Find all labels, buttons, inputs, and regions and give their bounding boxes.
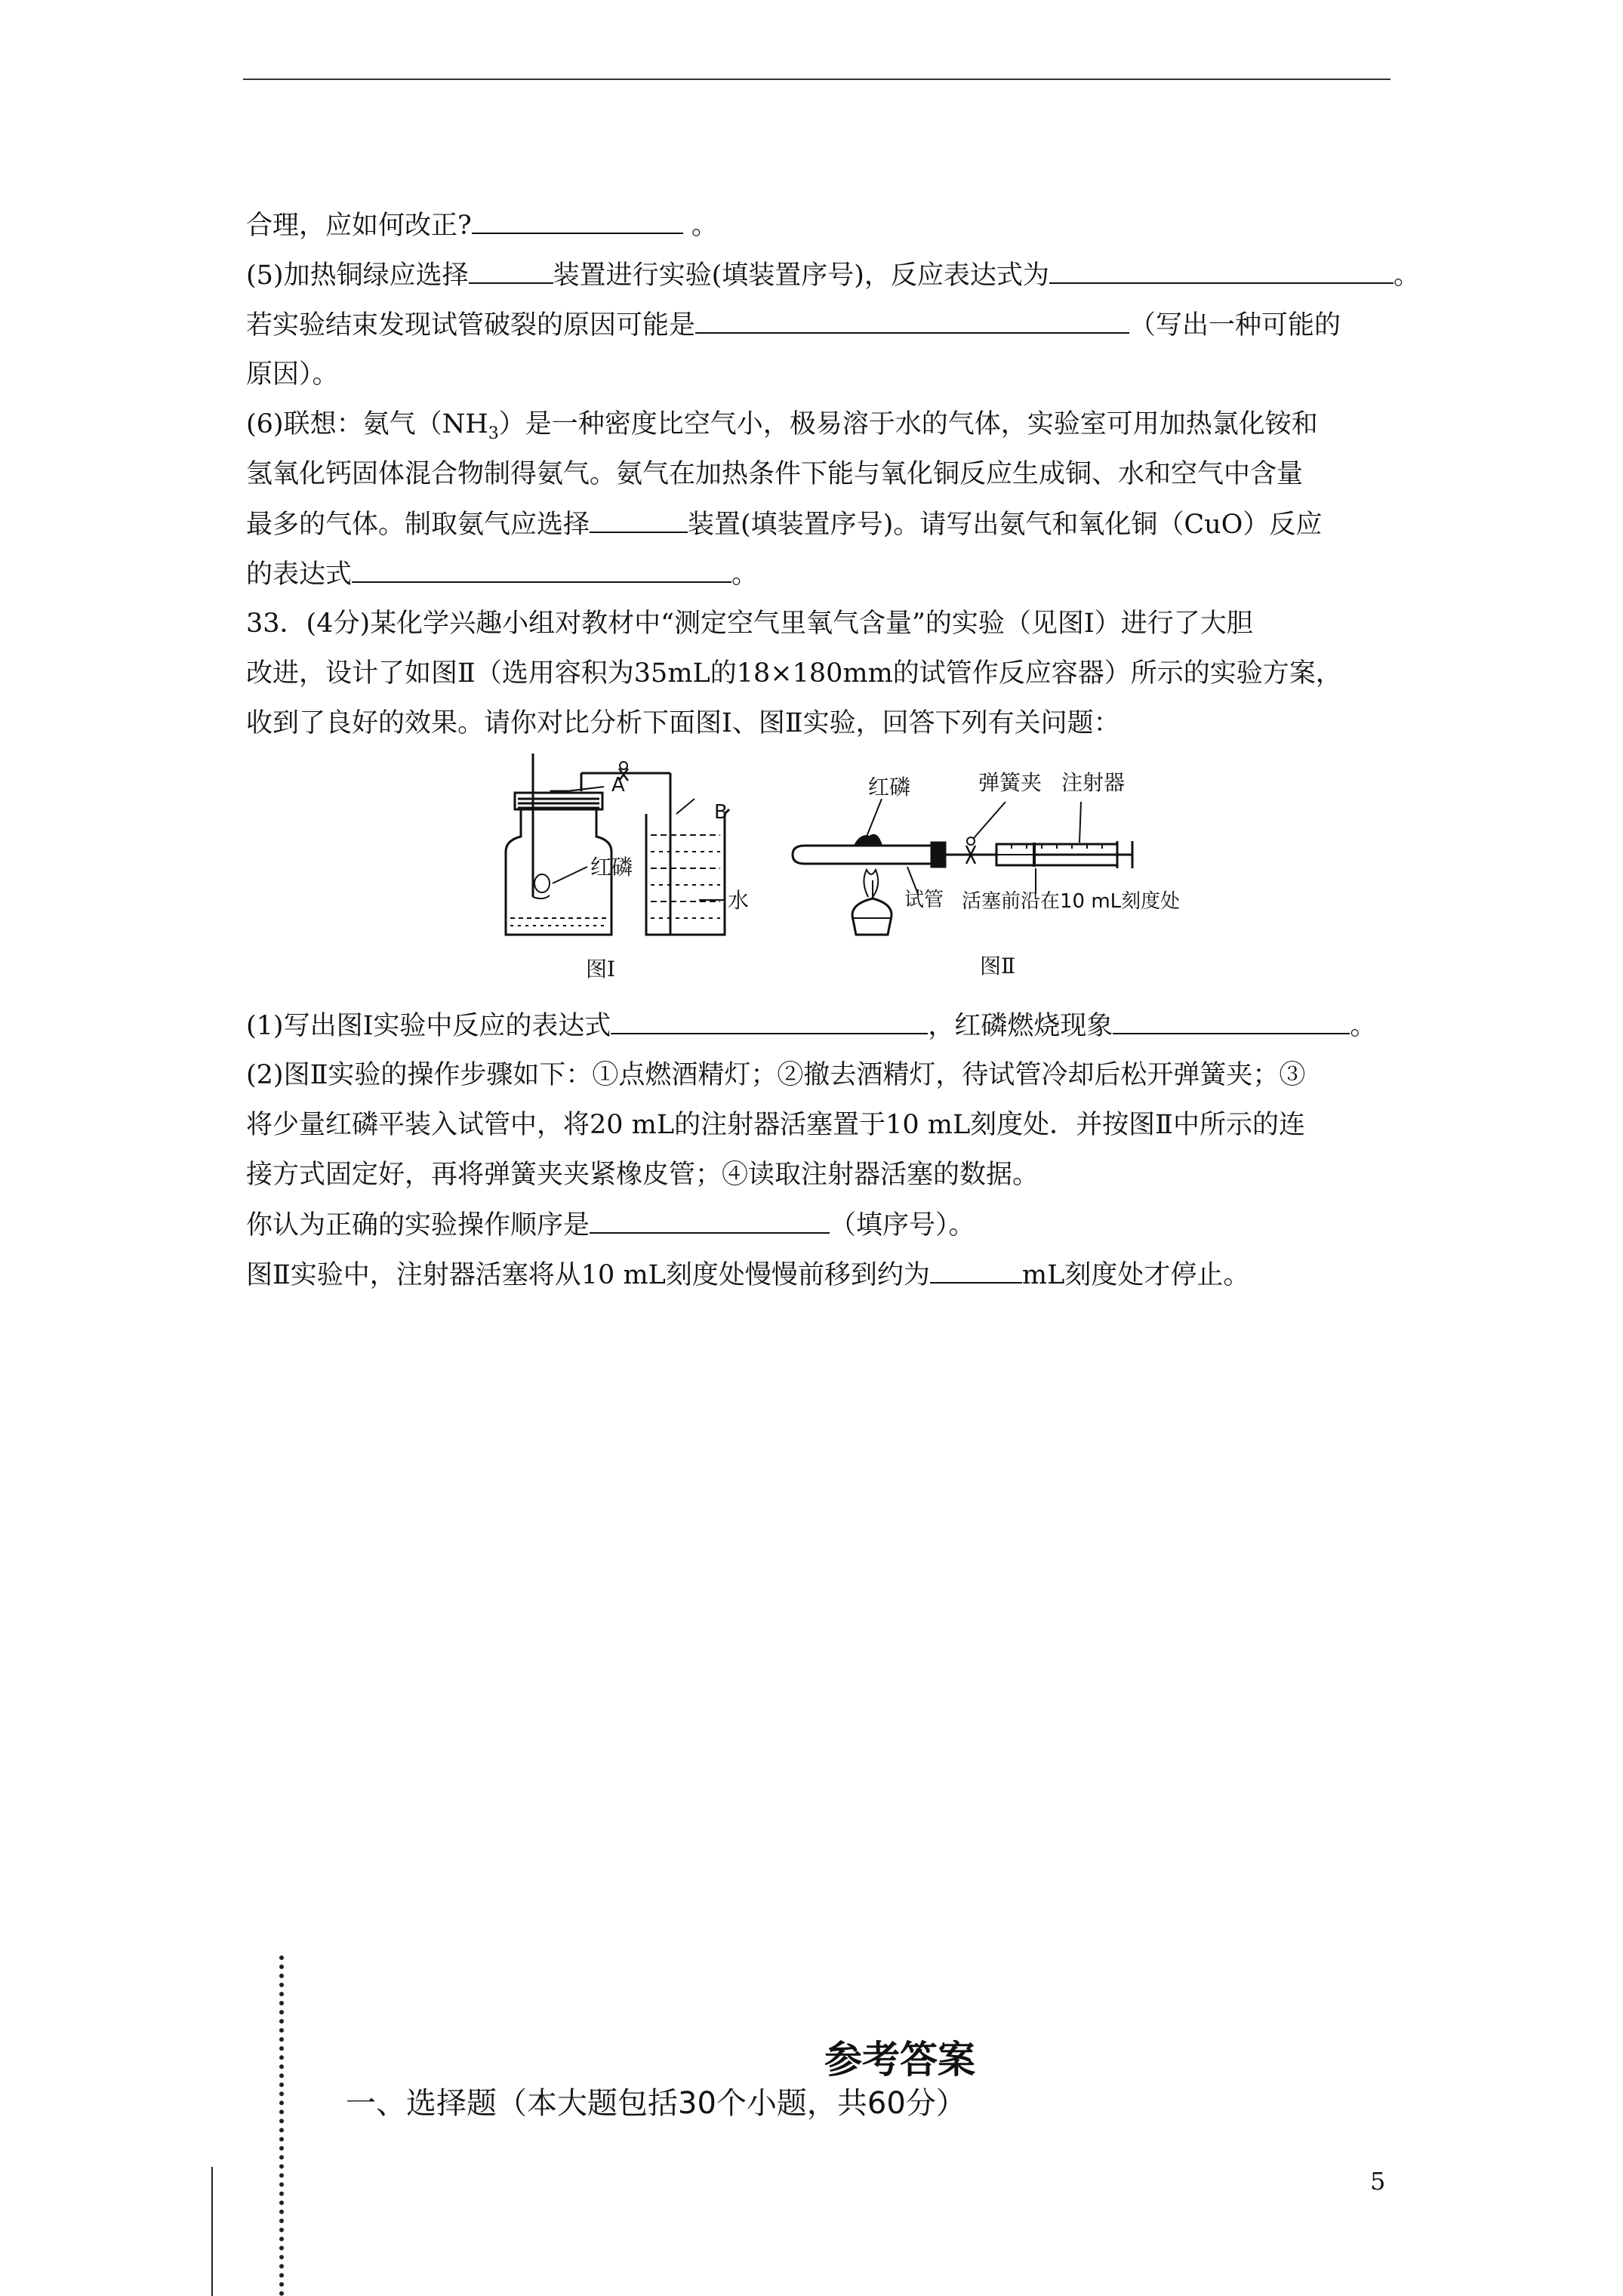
q32-line-4	[246, 358, 339, 391]
answer-blank[interactable]	[1049, 258, 1394, 284]
q33-text: 收到了良好的效果。请你对比分析下面图Ⅰ、图Ⅱ实验，回答下列有关问题：	[246, 708, 1120, 738]
q33-sub2-line3	[246, 1158, 1039, 1191]
q33-sub1	[246, 1009, 1376, 1043]
q33-line-3	[246, 707, 1120, 740]
answer-blank[interactable]	[590, 507, 688, 533]
punctuation: 。	[1350, 1011, 1377, 1041]
q32-line-1	[246, 208, 718, 242]
q32-line-8	[246, 557, 758, 591]
answer-blank[interactable]	[1113, 1009, 1350, 1034]
page-number: 5	[1370, 2167, 1386, 2196]
punctuation: 。	[691, 211, 718, 241]
label-red-phosphorus-2: 红磷	[868, 775, 911, 800]
header-rule	[243, 79, 1390, 80]
q33-sub2-line5	[246, 1258, 1249, 1292]
q33-text: 接方式固定好，再将弹簧夹夹紧橡皮管；④读取注射器活塞的数据。	[246, 1160, 1039, 1190]
q32-text: 氢氧化钙固体混合物制得氨气。氨气在加热条件下能与氧化铜反应生成铜、水和空气中含量	[246, 459, 1304, 489]
q32-text: ）是一种密度比空气小，极易溶于水的气体，实验室可用加热氯化铵和	[498, 409, 1318, 439]
q33-sub2-line4	[246, 1208, 975, 1242]
q33-text: mL刻度处才停止。	[1021, 1260, 1250, 1290]
q33-text: (2)图Ⅱ实验的操作步骤如下：①点燃酒精灯；②撤去酒精灯，待试管冷却后松开弹簧夹；③	[246, 1060, 1306, 1090]
figure-1-caption: 图Ⅰ	[586, 957, 616, 982]
label-piston-position: 活塞前沿在10 mL刻度处	[962, 890, 1181, 913]
label-syringe: 注射器	[1061, 770, 1126, 795]
figure-2-apparatus	[793, 799, 1132, 935]
answer-blank[interactable]	[930, 1258, 1022, 1284]
answer-blank[interactable]	[695, 308, 1129, 334]
answer-blank[interactable]	[472, 208, 683, 234]
answer-section-heading: 一、选择题（本大题包括30个小题，共60分）	[346, 2086, 966, 2121]
q32-text: （写出一种可能的	[1129, 310, 1341, 341]
punctuation: 。	[731, 559, 759, 590]
q33-text: 将少量红磷平装入试管中，将20 mL的注射器活塞置于10 mL刻度处．并按图Ⅱ中所示的连	[246, 1110, 1305, 1140]
label-red-phosphorus: 红磷	[590, 855, 633, 880]
label-b: B	[714, 801, 728, 824]
q32-text: 原因）。	[246, 359, 339, 390]
q33-text: (1)写出图Ⅰ实验中反应的表达式	[246, 1011, 611, 1041]
q32-text: 装置(填装置序号)。请写出氨气和氧化铜（CuO）反应	[688, 510, 1323, 540]
answer-blank[interactable]	[352, 557, 731, 583]
answer-key-title: 参考答案	[824, 2038, 975, 2082]
q32-line-6	[246, 458, 1303, 491]
q33-sub2-line1	[246, 1059, 1305, 1092]
q32-text: 合理，应如何改正?	[246, 211, 472, 241]
subscript: 3	[488, 424, 499, 443]
q32-line-5	[246, 408, 1318, 451]
punctuation: 。	[1393, 260, 1420, 291]
q33-text: 改进，设计了如图Ⅱ（选用容积为35mL的18×180mm的试管作反应容器）所示的实验方案，	[246, 658, 1342, 689]
q32-text: 的表达式	[246, 559, 353, 590]
margin-line	[211, 2167, 213, 2296]
label-water: 水	[728, 888, 750, 913]
q32-line-3	[246, 308, 1341, 342]
q32-text: (6)联想：氨气（NH	[246, 409, 488, 439]
q33-text: 33．(4分)某化学兴趣小组对教材中“测定空气里氧气含量”的实验（见图Ⅰ）进行了大胆	[246, 609, 1253, 639]
q32-text: 装置进行实验(填装置序号)，反应表达式为	[553, 260, 1049, 291]
answer-blank[interactable]	[611, 1009, 928, 1034]
q32-line-2	[246, 258, 1420, 292]
q32-line-7	[246, 507, 1322, 541]
q32-text: (5)加热铜绿应选择	[246, 260, 469, 291]
q33-text: 你认为正确的实验操作顺序是	[246, 1210, 590, 1240]
q33-line-1	[246, 607, 1253, 640]
q32-text: 最多的气体。制取氨气应选择	[246, 510, 590, 540]
q32-text: 若实验结束发现试管破裂的原因可能是	[246, 310, 696, 341]
figure-2-caption: 图Ⅱ	[980, 954, 1016, 978]
q33-text: 图Ⅱ实验中，注射器活塞将从10 mL刻度处慢慢前移到约为	[246, 1260, 930, 1290]
q33-text: （填序号）。	[830, 1210, 975, 1240]
label-test-tube: 试管	[904, 889, 944, 911]
answer-blank[interactable]	[469, 258, 553, 284]
answer-blank[interactable]	[590, 1208, 830, 1234]
apparatus-figures	[468, 746, 1223, 988]
q33-sub2-line2	[246, 1108, 1305, 1142]
q33-text: ，红磷燃烧现象	[928, 1011, 1113, 1041]
q33-line-2	[246, 657, 1342, 690]
label-a: A	[611, 774, 625, 797]
binding-dotted-line	[279, 1955, 284, 2296]
label-spring-clamp: 弹簧夹	[978, 770, 1042, 795]
